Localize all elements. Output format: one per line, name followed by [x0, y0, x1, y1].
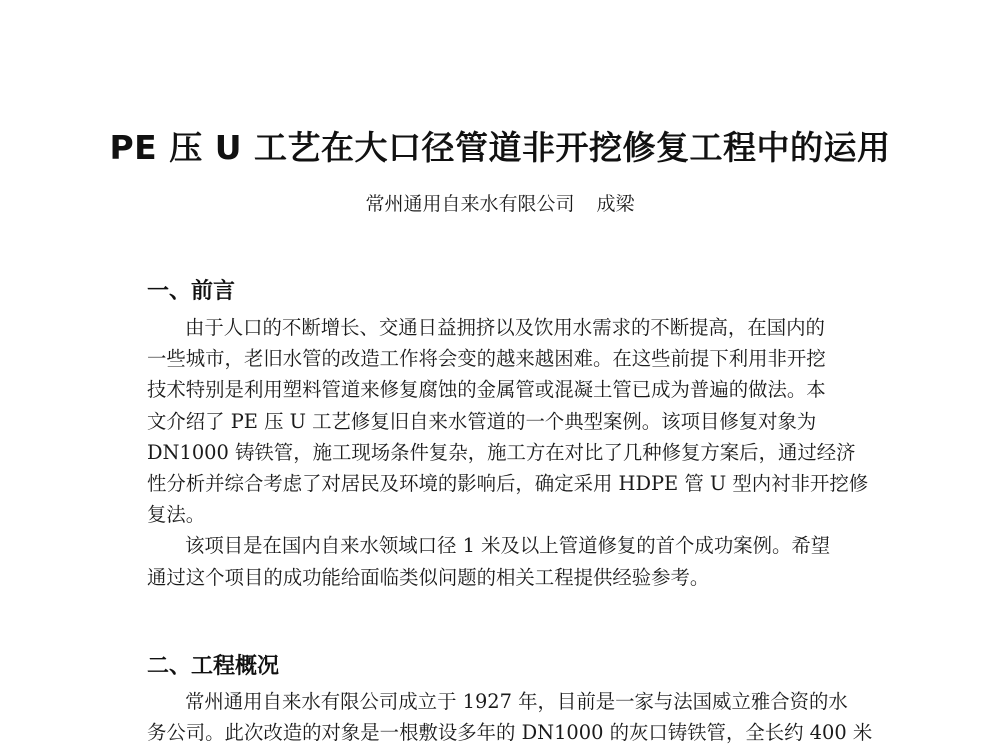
paragraph-line: 由于人口的不断增长、交通日益拥挤以及饮用水需求的不断提高，在国内的 [185, 316, 825, 339]
document-title: PE 压 U 工艺在大口径管道非开挖修复工程中的运用 [109, 128, 891, 167]
paragraph [147, 686, 873, 748]
paragraph-line: 复法。 [147, 503, 206, 527]
paragraph-line: 常州通用自来水有限公司成立于 1927 年，目前是一家与法国威立雅合资的水 [185, 690, 848, 713]
paragraph [147, 530, 863, 592]
paragraph-line: 务公司。此次改造的对象是一根敷设多年的 DN1000 的灰口铸铁管，全长约 400 米 [147, 721, 873, 745]
paragraph-line: 通过这个项目的成功能给面临类似问题的相关工程提供经验参考。 [147, 565, 710, 589]
paragraph-line: DN1000 铸铁管，施工现场条件复杂，施工方在对比了几种修复方案后，通过经济 [147, 440, 856, 464]
author-name: 成梁 [596, 193, 635, 215]
paragraph-line: 该项目是在国内自来水领域口径 1 米及以上管道修复的首个成功案例。希望 [185, 534, 831, 558]
section-heading-preface: 一、前言 [147, 279, 236, 304]
paragraph-line: 技术特别是利用塑料管道来修复腐蚀的金属管或混凝土管已成为普遍的做法。本 [147, 378, 826, 402]
paragraph-line: 性分析并综合考虑了对居民及环境的影响后，确定采用 HDPE 管 U 型内衬非开挖修 [147, 472, 869, 496]
paragraph-line: 一些城市，老旧水管的改造工作将会变的越来越困难。在这些前提下利用非开挖 [147, 347, 826, 371]
author-line [0, 190, 1000, 218]
section-preface-body [147, 312, 869, 593]
paragraph [147, 312, 869, 530]
paragraph-line: 文介绍了 PE 压 U 工艺修复旧自来水管道的一个典型案例。该项目修复对象为 [147, 409, 817, 433]
section-overview-body [147, 686, 873, 748]
author-organization: 常州通用自来水有限公司 [365, 193, 575, 215]
section-heading-project-overview: 二、工程概况 [147, 654, 280, 679]
